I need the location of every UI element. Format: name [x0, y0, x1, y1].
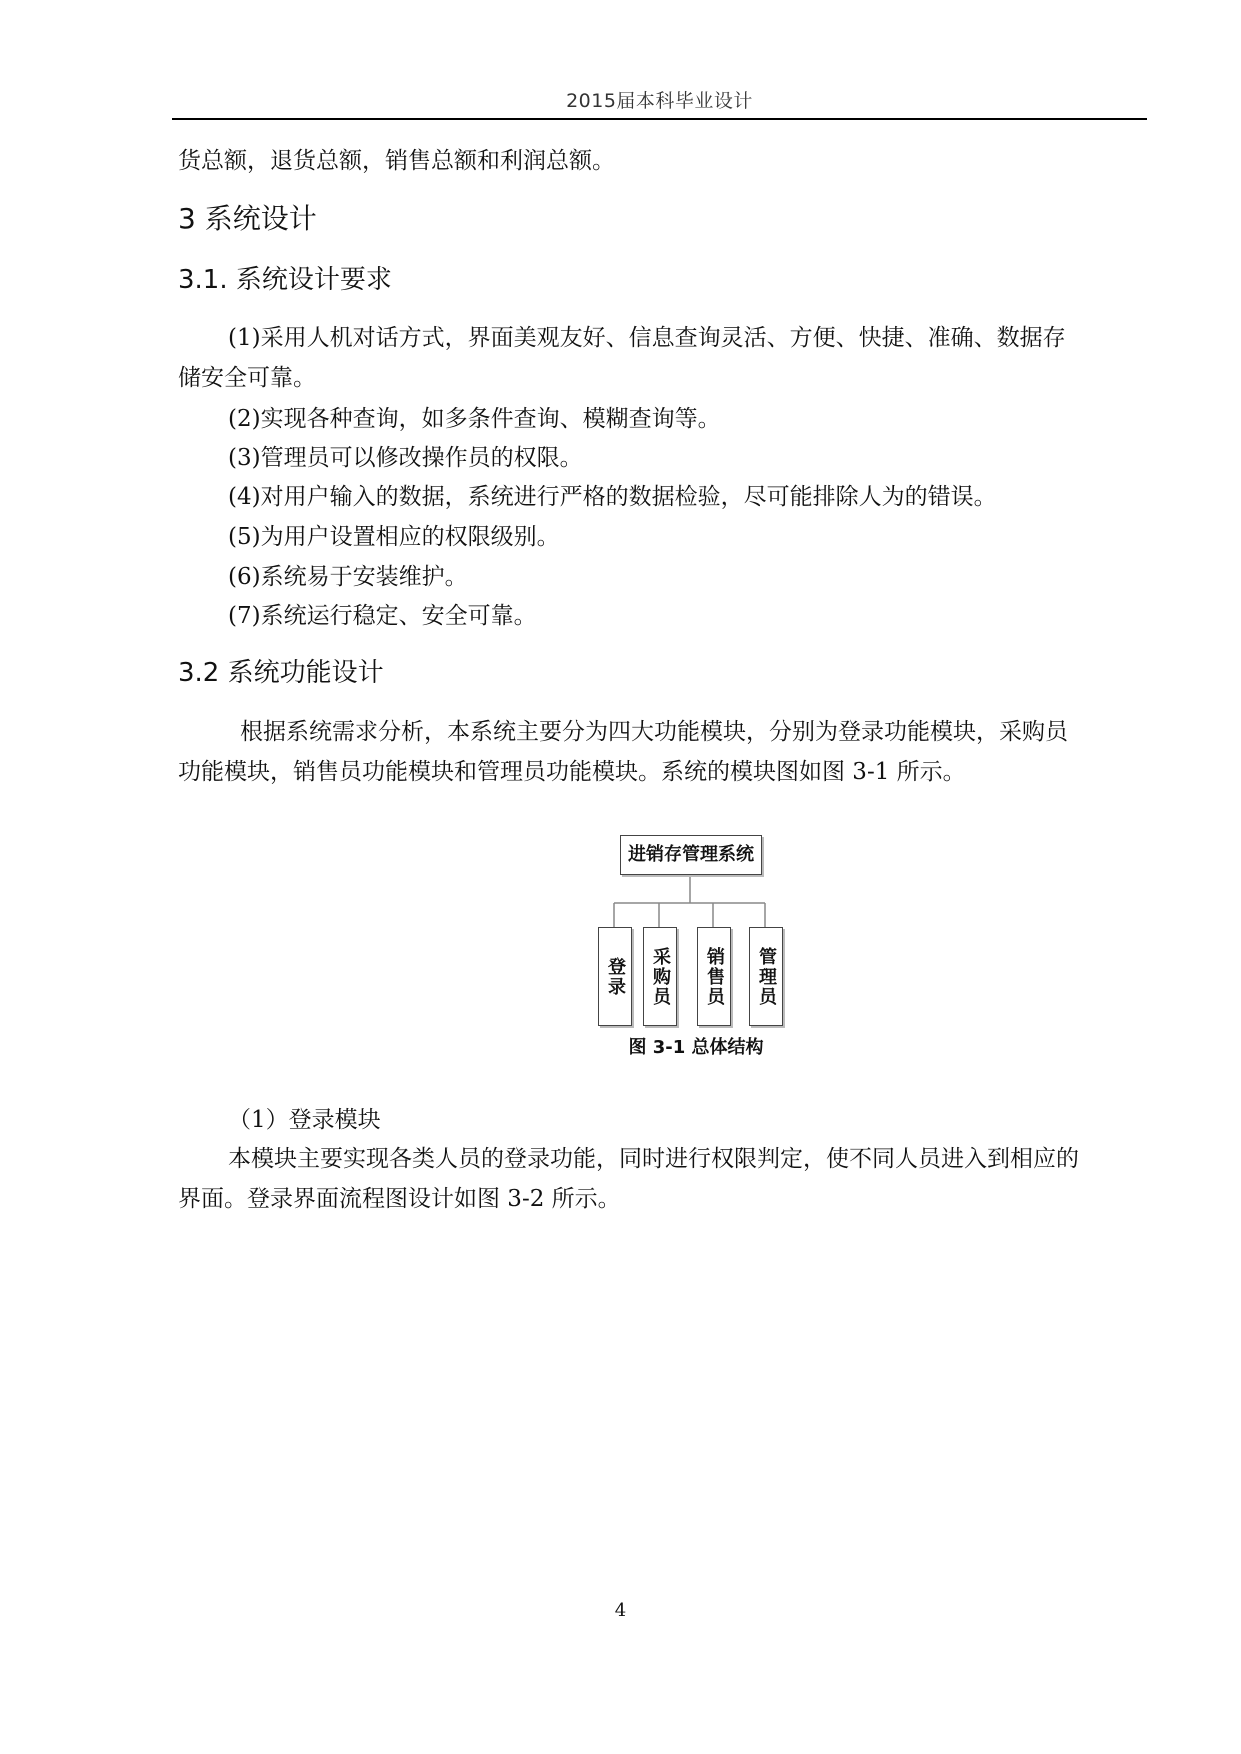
child-node-purchaser-label: 采购员 [650, 946, 671, 1007]
section-3-2-heading: 3.2 系统功能设计 [178, 658, 384, 688]
child-node-salesperson-label: 销售员 [704, 946, 725, 1007]
requirement-1-line-2: 储安全可靠。 [178, 365, 316, 391]
requirement-1-line-1: (1)采用人机对话方式，界面美观友好、信息查询灵活、方便、快捷、准确、数据存 [228, 325, 1066, 351]
login-module-heading: （1）登录模块 [228, 1107, 381, 1133]
page-header: 2015届本科毕业设计 [566, 90, 753, 112]
paragraph-2-line-1: 本模块主要实现各类人员的登录功能，同时进行权限判定，使不同人员进入到相应的 [228, 1146, 1079, 1172]
child-node-purchaser [643, 927, 677, 1026]
requirement-2: (2)实现各种查询，如多条件查询、模糊查询等。 [228, 406, 721, 432]
child-node-login [598, 927, 632, 1026]
requirement-7: (7)系统运行稳定、安全可靠。 [228, 603, 537, 629]
requirement-5: (5)为用户设置相应的权限级别。 [228, 524, 560, 550]
child-node-administrator-label: 管理员 [756, 946, 777, 1007]
root-node: 进销存管理系统 [620, 835, 762, 875]
child-node-salesperson [697, 927, 731, 1026]
intro-line: 货总额，退货总额，销售总额和利润总额。 [178, 148, 615, 174]
requirement-4: (4)对用户输入的数据，系统进行严格的数据检验，尽可能排除人为的错误。 [228, 484, 997, 510]
section-3-heading: 3 系统设计 [178, 202, 317, 235]
requirement-3: (3)管理员可以修改操作员的权限。 [228, 445, 583, 471]
module-structure-diagram [596, 835, 796, 1058]
header-rule [172, 118, 1147, 120]
child-node-administrator [749, 927, 783, 1026]
paragraph-1-line-2: 功能模块，销售员功能模块和管理员功能模块。系统的模块图如图 3-1 所示。 [178, 759, 966, 785]
section-3-1-heading: 3.1. 系统设计要求 [178, 265, 392, 295]
paragraph-2-line-2: 界面。登录界面流程图设计如图 3-2 所示。 [178, 1186, 621, 1212]
figure-caption: 图 3-1 总体结构 [628, 1037, 764, 1058]
paragraph-1-line-1: 根据系统需求分析，本系统主要分为四大功能模块，分别为登录功能模块，采购员 [240, 719, 1068, 745]
requirement-6: (6)系统易于安装维护。 [228, 564, 468, 590]
page-number: 4 [614, 1600, 627, 1621]
child-node-login-label: 登录 [605, 956, 626, 997]
